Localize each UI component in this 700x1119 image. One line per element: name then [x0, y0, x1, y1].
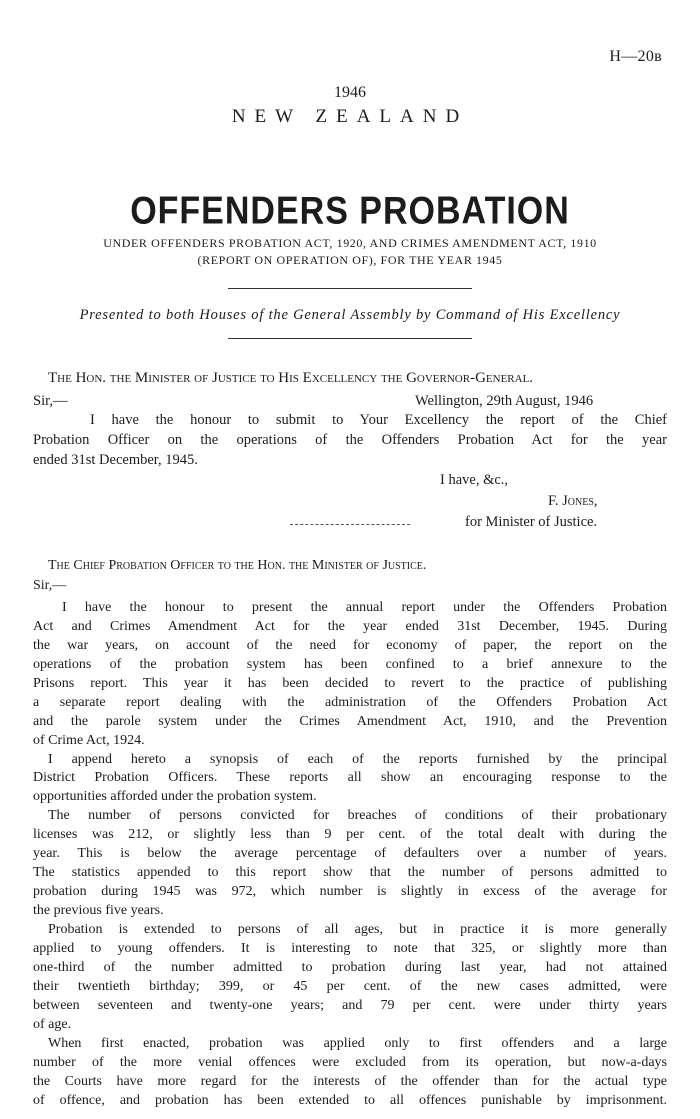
letter2-addressee: The Chief Probation Officer to the Hon. the Minister of Justice.	[48, 558, 427, 573]
body-line: probation during 1945 was 972, which number is slightly in excess of the average for	[33, 884, 667, 899]
document-year: 1946	[334, 84, 366, 101]
letter1-addressee: The Hon. the Minister of Justice to His Excellency the Governor-General.	[48, 370, 534, 386]
body-line: the previous five years.	[33, 903, 164, 918]
body-line: Act and Crimes Amendment Act for the year ended 31st December, 1945. During	[33, 619, 667, 634]
letter1-signature-title: for Minister of Justice.	[465, 514, 598, 530]
body-line: between seventeen and twenty-one years; and 79 per cent. were under thirty years	[33, 998, 667, 1013]
body-line: Prisons report. This year it has been decided to revert to the practice of publishing	[33, 676, 667, 691]
body-line: of offence, and probation has been extended to all offences punishable by imprisonment.	[33, 1093, 667, 1108]
body-line: one-third of the number admitted to probation during last year, had not attained	[33, 960, 667, 975]
body-line: their twentieth birthday; 399, or 45 per cent. of the new cases admitted, were	[33, 979, 667, 994]
body-line: year. This is below the average percentage of defaulters over a number of years.	[33, 846, 667, 861]
body-line: of Crime Act, 1924.	[33, 733, 145, 748]
body-line: The number of persons convicted for breaches of conditions of their probationary	[48, 808, 667, 823]
body-line: Probation is extended to persons of all ages, but in practice it is more generally	[48, 922, 667, 937]
body-line: number of the more venial offences were excluded from its operation, but now-a-days	[33, 1055, 667, 1070]
body-line: The statistics appended to this report show that the number of persons admitted to	[33, 865, 667, 880]
letter2-salutation: Sir,—	[33, 578, 67, 593]
letter1-body-line: Probation Officer on the operations of the Offenders Probation Act for the year	[33, 432, 667, 448]
body-line: District Probation Officers. These reports all show an encouraging response to the	[33, 770, 667, 785]
body-line: I append hereto a synopsis of each of the reports furnished by the principal	[48, 752, 667, 767]
body-line: opportunities afforded under the probation system.	[33, 789, 317, 804]
subtitle-line-2: (REPORT ON OPERATION OF), FOR THE YEAR 1945	[197, 253, 503, 267]
body-line: and the parole system under the Crimes Amendment Act, 1910, and the Prevention	[33, 714, 667, 729]
letter1-body-line: I have the honour to submit to Your Excellency the report of the Chief	[90, 412, 667, 428]
divider	[228, 288, 472, 289]
body-line: of age.	[33, 1017, 72, 1032]
letter1-place-date: Wellington, 29th August, 1946	[415, 393, 594, 409]
body-line: operations of the probation system has been confined to a brief annexure to the	[33, 657, 667, 672]
presented-statement: Presented to both Houses of the General Assembly by Command of His Excellency	[79, 307, 621, 323]
letter1-signature: F. Jones,	[548, 493, 598, 509]
letter1-closing: I have, &c.,	[440, 472, 509, 488]
subtitle-line-1: UNDER OFFENDERS PROBATION ACT, 1920, AND CRIMES AMENDMENT ACT, 1910	[103, 236, 597, 250]
document-reference: H—20в	[609, 48, 662, 65]
divider	[228, 338, 472, 339]
body-line: licenses was 212, or slightly less than 9 per cent. of the total dealt with during the	[33, 827, 667, 842]
country-heading: NEW ZEALAND	[231, 106, 469, 127]
body-line: a separate report dealing with the administration of the Offenders Probation Act	[33, 695, 667, 710]
body-line: the Courts have more regard for the interests of the offender than for the actual type	[33, 1074, 667, 1089]
body-line: applied to young offenders. It is interesting to note that 325, or slightly more than	[33, 941, 667, 956]
section-divider	[290, 524, 410, 525]
letter1-salutation: Sir,—	[33, 393, 68, 409]
body-line: I have the honour to present the annual report under the Offenders Probation	[62, 600, 667, 615]
body-line: When first enacted, probation was applied only to first offenders and a large	[48, 1036, 667, 1051]
body-line: the war years, on account of the need for economy of paper, the report on the	[33, 638, 667, 653]
page-title: OFFENDERS PROBATION	[130, 189, 570, 233]
letter1-body-line: ended 31st December, 1945.	[33, 452, 198, 468]
